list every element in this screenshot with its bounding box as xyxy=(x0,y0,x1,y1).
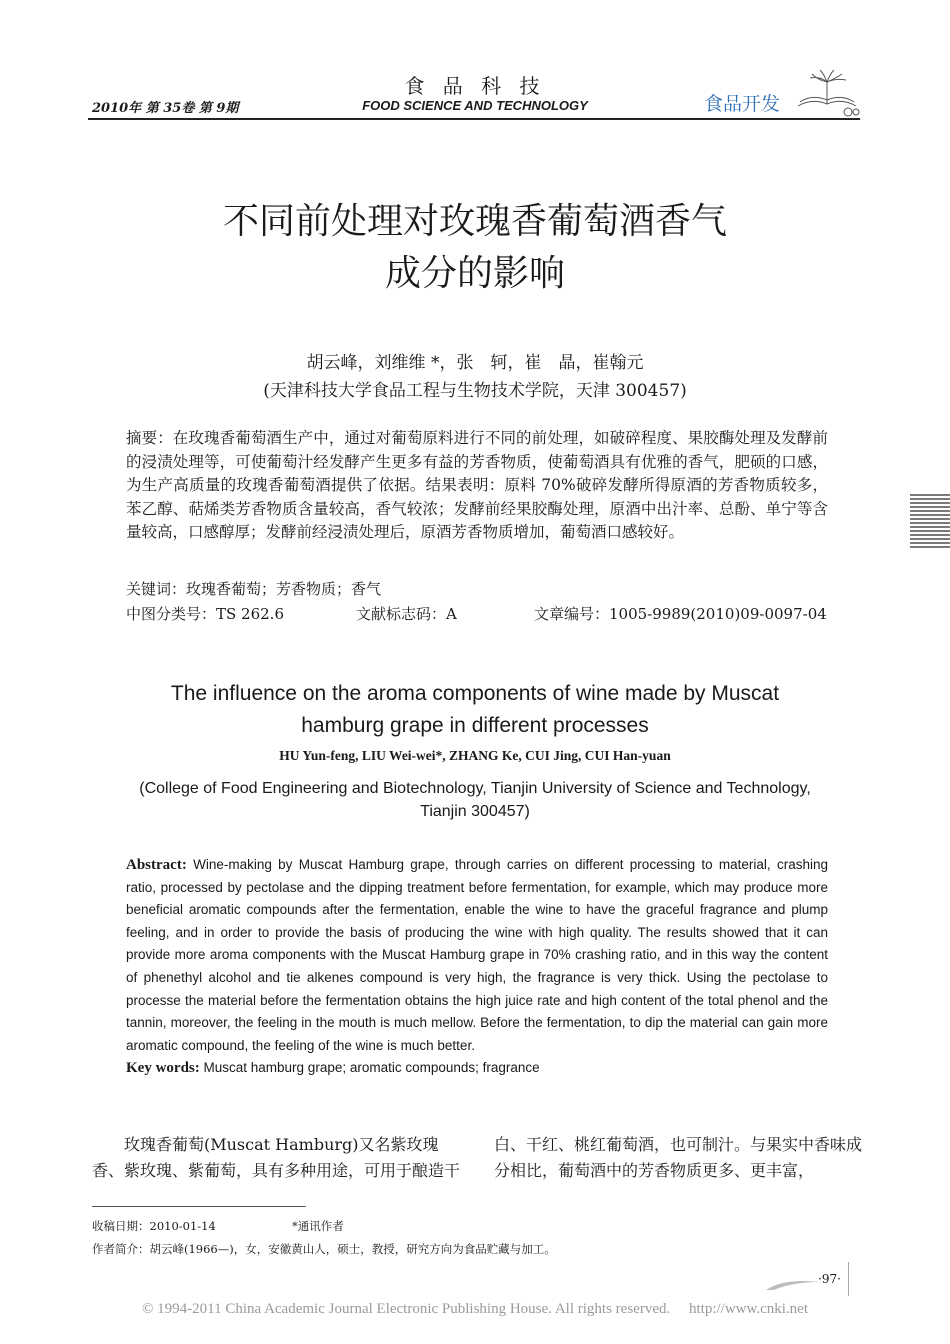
open-book-icon xyxy=(790,68,864,118)
received-date: 收稿日期：2010-01-14 xyxy=(92,1219,216,1233)
abstract-en-label: Abstract: xyxy=(126,857,187,873)
affiliation-en xyxy=(0,777,950,823)
document-code: 文献标志码：A xyxy=(356,605,457,623)
corresponding-author-note: *通讯作者 xyxy=(292,1219,344,1233)
affiliation-cn: (天津科技大学食品工程与生物技术学院，天津 300457) xyxy=(263,381,687,401)
classification-row xyxy=(126,603,828,624)
body-column-right: 白、干红、桃红葡萄酒，也可制汁。与果实中香味成分相比，葡萄酒中的芳香物质更多、更丰富， xyxy=(494,1135,863,1180)
article-number: 文章编号：1005-9989(2010)09-0097-04 xyxy=(534,605,827,623)
authors-cn: 胡云峰，刘维维 *，张 轲，崔 晶，崔翰元 xyxy=(306,353,644,373)
copyright-line: © 1994-2011 China Academic Journal Electronic Publishing House. All rights reserved. http://www.cnki.net xyxy=(141,1301,808,1317)
body-column-left: 玫瑰香葡萄(Muscat Hamburg)又名紫玫瑰香、紫玫瑰、紫葡萄，具有多种用途，可用于酿造干 xyxy=(92,1135,461,1180)
class-number: 中图分类号：TS 262.6 xyxy=(126,605,284,623)
affiliation-en-line-1: (College of Food Engineering and Biotechnology, Tianjin University of Science and Technology, xyxy=(139,780,811,797)
abstract-en-text: Wine-making by Muscat Hamburg grape, through carries on different processing to material, crashing ratio, processed by pectolase and the dipping treatment before fermentation, for example, which may produce more beneficial aromatic compounds after the fermentation, enable the wine to have the graceful fragrance and plump feeling, and in order to provide the basis of producing the wine with high quality. The results showed that it can provide more aroma components with the Muscat Hamburg grape in 70% crashing ratio, and in this way the content of phenethyl alcohol and tie alkenes compound is very high, the fragrance is very thick. Using the pectolase to processe the material before the fermentation obtains the high juice rate and high content of the total phenol and the tannin, moreover, the feeling in the mouth is much mellow. Before the fermentation, to dip the material can gain more aromatic compound, the feeling of the wine is much better. xyxy=(126,857,828,1053)
paper-title-en xyxy=(0,678,950,742)
footnote-rule xyxy=(92,1206,306,1207)
keywords-en xyxy=(126,1060,540,1077)
footnote-author-bio: 作者简介：胡云峰(1966—)，女，安徽黄山人，硕士，教授，研究方向为食品贮藏与加工。 xyxy=(92,1242,556,1256)
paper-title-cn xyxy=(0,196,950,300)
page-number-rule xyxy=(848,1262,849,1296)
affiliation-en-line-2: Tianjin 300457) xyxy=(420,803,530,820)
abstract-en xyxy=(126,854,828,1057)
keywords-cn: 关键词：玫瑰香葡萄；芳香物质；香气 xyxy=(126,580,382,598)
title-line-1: 不同前处理对玫瑰香葡萄酒香气 xyxy=(222,201,727,242)
title-en-line-1: The influence on the aroma components of wine made by Muscat xyxy=(170,682,780,705)
abstract-cn: 摘要：在玫瑰香葡萄酒生产中，通过对葡萄原料进行不同的前处理，如破碎程度、果胶酶处理及发酵前的浸渍处理等，可使葡萄汁经发酵产生更多有益的芳香物质，使葡萄酒具有优雅的香气，肥硕的口感，为生产高质量的玫瑰香葡萄酒提供了依据。结果表明：原料 70%破碎发酵所得原酒的芳香物质较多，苯乙醇、萜烯类芳香物质含量较高，香气较浓；发酵前经果胶酶处理，原酒中出汁率、总酚、单宁等含量较高，口感醇厚；发酵前经浸渍处理后，原酒芳香物质增加，葡萄酒口感较好。 xyxy=(126,429,828,541)
header-rule xyxy=(88,118,860,120)
side-tab-marker xyxy=(910,494,950,550)
authors-en: HU Yun-feng, LIU Wei-wei*, ZHANG Ke, CUI Jing, CUI Han-yuan xyxy=(279,748,671,763)
journal-name-en: FOOD SCIENCE AND TECHNOLOGY xyxy=(362,98,588,113)
journal-name-cn: 食 品 科 技 xyxy=(404,74,546,98)
keywords-en-text: Muscat hamburg grape; aromatic compounds; fragrance xyxy=(203,1060,540,1075)
footnote-received xyxy=(92,1218,344,1234)
section-label: 食品开发 xyxy=(704,93,781,115)
page-number: ·97· xyxy=(818,1272,841,1286)
journal-issue: 2010年 第 35卷 第 9期 xyxy=(92,101,239,116)
swoosh-icon xyxy=(764,1276,824,1292)
title-en-line-2: hamburg grape in different processes xyxy=(301,714,649,737)
title-line-2: 成分的影响 xyxy=(384,253,565,294)
keywords-en-label: Key words: xyxy=(126,1060,200,1076)
